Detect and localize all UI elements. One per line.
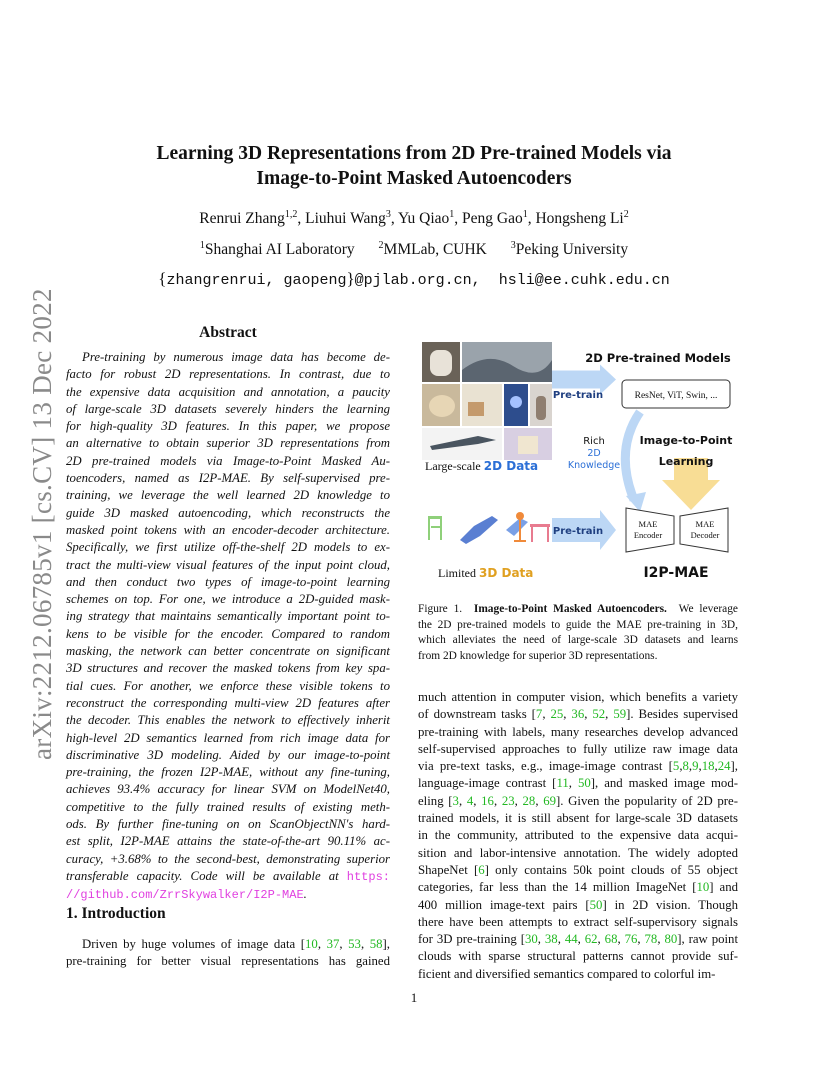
abstract-line: curacy, +3.68% to the second-best, demonstrating superior xyxy=(66,851,390,866)
author-sup: 1 xyxy=(449,208,455,220)
models-box-label: ResNet, ViT, Swin, ... xyxy=(634,391,718,401)
abstract-line: reconstruct the corresponding multi-view 2D features after xyxy=(66,695,390,710)
label-rich-2d: 2D xyxy=(587,448,601,459)
abstract-line: 3D structures and recover the masked tokens from key spa- xyxy=(66,661,390,676)
title-line-1: Learning 3D Representations from 2D Pre-trained Models via xyxy=(156,143,672,164)
curved-arrow xyxy=(625,412,640,500)
page-number: 1 xyxy=(410,990,418,1005)
abstract-line: guide 3D masked autoencoding, which reconstructs the xyxy=(66,505,390,520)
body-line: categories, far less than the 14 million ImageNet [10] and xyxy=(418,880,739,895)
author-sup: 1 xyxy=(522,208,528,220)
citation-link[interactable]: 62 xyxy=(584,932,598,947)
abstract-line: pre-training, the frozen I2P-MAE, without any fine-tuning, xyxy=(66,765,390,780)
citation-link[interactable]: 10 xyxy=(696,880,710,895)
body-line: self-supervised approaches to fully utilize raw image data xyxy=(418,741,738,756)
abstract-line: masked point tokens with an encoder-decoder architecture. xyxy=(66,522,390,537)
citation-link[interactable]: 78 xyxy=(644,932,658,947)
email-list: {zhangrenrui, gaopeng}@pjlab.org.cn, hsli@ee.cuhk.edu.cn xyxy=(158,269,670,289)
abstract-line: 2D pre-trained models via Image-to-Point Masked Au- xyxy=(66,453,390,468)
label-2d-pretrained-models: 2D Pre-trained Models xyxy=(585,351,731,365)
author-list: Renrui Zhang$^{1,2}$, Liuhui Wang$^3$, Yu Qiao$^1$, Peng Gao$^1$, Hongsheng Li$^2$ xyxy=(199,208,629,227)
abstract-line: Specifically, we first utilize off-the-shelf 2D models to ex- xyxy=(66,540,390,555)
label-pretrain-top: Pre-train xyxy=(552,390,604,401)
caption-line: the 2D pre-trained models to guide the MAE pre-training in 3D, xyxy=(418,618,738,631)
abstract-line: the decoder. This enables the network to effectively inherit xyxy=(66,713,390,728)
abstract-line: toencoders, named as I2P-MAE. By self-supervised pre- xyxy=(66,471,390,486)
abstract-line: discriminative 3D modeling. Aided by our image-to-point xyxy=(66,747,390,762)
citation-link[interactable]: 50 xyxy=(589,897,603,912)
citation-link[interactable]: 28 xyxy=(522,793,536,808)
author-sup: 2 xyxy=(623,208,629,220)
body-line: much attention in computer vision, which benefits a variety xyxy=(418,690,738,704)
author-name: Yu Qiao xyxy=(398,210,450,227)
affiliation: $^3$Peking University xyxy=(510,239,629,258)
abstract-line: and then conduct two types of image-to-point learning xyxy=(66,574,390,589)
citation-link[interactable]: 9 xyxy=(692,759,699,774)
label-knowledge: Knowledge xyxy=(567,460,621,471)
citation-link[interactable]: 6 xyxy=(478,862,485,877)
abstract-line: masking, the network can better concentrate on significant xyxy=(66,644,390,659)
body-line: sition and labor-intensive annotation. The widely adopted xyxy=(418,845,738,860)
arxiv-stamp: arXiv:2212.06785v1 [cs.CV] 13 Dec 2022 xyxy=(27,288,57,760)
label-large-scale-2d-data: Large-scale 2D Data xyxy=(425,459,539,473)
citation-link[interactable]: 23 xyxy=(501,793,515,808)
abstract-line: the expensive data acquisition and annotation, a paucity xyxy=(66,384,390,399)
figure-1 xyxy=(418,340,748,590)
abstract-line: an alternative to obtain superior 3D representations from xyxy=(66,436,390,451)
section-heading-introduction: 1. Introduction xyxy=(66,905,166,922)
affiliation: $^2$MMLab, CUHK xyxy=(378,239,487,258)
citation-link[interactable]: 4 xyxy=(466,793,474,808)
abstract-line: achieves 93.4% accuracy for linear SVM on ModelNet40, xyxy=(66,782,390,797)
abstract-heading: Abstract xyxy=(199,324,257,341)
paper-title xyxy=(0,141,828,191)
citation-link[interactable]: 37 xyxy=(326,937,340,951)
abstract-line: ods. By further fine-tuning on on ScanObjectNN's hard- xyxy=(66,817,390,832)
citation-link[interactable]: 36 xyxy=(571,707,585,722)
citation-link[interactable]: 7 xyxy=(535,707,543,722)
mae-decoder-mae: MAE xyxy=(695,519,715,529)
email-domain: @pjlab.org.cn, xyxy=(354,272,481,289)
figure-caption xyxy=(418,602,738,664)
body-line: via pre-text tasks, e.g., image-image contrast [5,8,9,18,24], xyxy=(418,759,738,774)
right-column-text xyxy=(418,689,738,983)
citation-link[interactable]: 44 xyxy=(564,932,578,947)
abstract-line: est split, I2P-MAE attains the state-of-the-art 90.11% ac- xyxy=(66,834,390,849)
body-line: trained models, it is still absent for large-scale 3D datasets xyxy=(418,811,738,826)
citation-link[interactable]: 58 xyxy=(369,937,383,951)
title-line-2: Image-to-Point Masked Autoencoders xyxy=(256,168,572,189)
citation-link[interactable]: 76 xyxy=(624,932,638,947)
label-rich: Rich xyxy=(583,436,605,447)
citation-link[interactable]: 16 xyxy=(481,793,494,808)
body-line: of downstream tasks [7, 25, 36, 52, 59]. Besides supervised xyxy=(418,707,739,722)
citation-link[interactable]: 11 xyxy=(556,776,569,791)
citation-link[interactable]: 59 xyxy=(613,707,627,722)
body-line: eling [3, 4, 16, 23, 28, 69]. Given the popularity of 2D pre- xyxy=(418,793,738,808)
code-link[interactable]: //github.com/ZrrSkywalker/I2P-MAE xyxy=(66,888,304,903)
body-line: ShapeNet [6] only contains 50k point clouds of 55 object xyxy=(418,862,738,877)
abstract-line: //github.com/ZrrSkywalker/I2P-MAE. xyxy=(66,887,307,903)
intro-line: pre-training for better visual representations has gained xyxy=(66,954,390,969)
citation-link[interactable]: 50 xyxy=(577,776,591,791)
body-line: ficient and diversified semantics compared to colorful im- xyxy=(418,966,716,981)
author-sup: 3 xyxy=(385,208,391,220)
citation-link[interactable]: 53 xyxy=(348,937,361,951)
abstract-line: schemes on top. For one, we introduce a 2D-guided mask- xyxy=(66,592,390,607)
citation-link[interactable]: 68 xyxy=(604,932,618,947)
affiliation-list xyxy=(0,241,828,259)
abstract-line: training, we leverage the well learned 2D knowledge to xyxy=(66,488,390,503)
intro-text xyxy=(66,936,390,971)
citation-link[interactable]: 10 xyxy=(305,937,318,951)
label-pretrain-bottom: Pre-train xyxy=(552,526,604,537)
mae-encoder-mae: MAE xyxy=(638,519,658,529)
body-line: clouds with sparse structural patterns cannot provide suf- xyxy=(418,949,738,964)
body-line: pre-training with labels, many researches develop advanced xyxy=(418,724,738,739)
label-i2p-mae: I2P-MAE xyxy=(643,565,709,581)
citation-link[interactable]: 69 xyxy=(543,793,556,808)
abstract-line: tial cues. For another, we enforce these visible tokens to xyxy=(66,678,390,693)
email-group: zhangrenrui, gaopeng xyxy=(166,272,347,289)
abstract-line: tract the multi-view visual features of the input point cloud, xyxy=(66,557,390,572)
caption-line: which alleviates the need of large-scale 3D datasets and learns xyxy=(418,634,738,646)
caption-line: Figure 1. Image-to-Point Masked Autoencoders. We leverage xyxy=(418,603,738,615)
citation-link[interactable]: 18 xyxy=(701,759,715,774)
abstract-line: high-level 2D semantics learned from rich image data for xyxy=(66,730,390,745)
image-thumbnails xyxy=(422,342,552,460)
abstract-line: Pre-training by numerous image data has become de- xyxy=(82,350,390,364)
mae-encoder-label: Encoder xyxy=(633,530,663,540)
label-i2p-learning-1: Image-to-Point xyxy=(639,434,733,447)
email-second: hsli@ee.cuhk.edu.cn xyxy=(498,272,670,289)
author-name: Hongsheng Li xyxy=(535,210,624,227)
body-line: 400 million image-text pairs [50] in 2D vision. Though xyxy=(418,897,738,912)
abstract-line: facto for robust 2D representations. In contrast, due to xyxy=(66,367,390,382)
body-line: in the community, attributed to the expensive data acqui- xyxy=(418,828,738,843)
abstract-line: of large-scale 3D datasets severely hinders the learning xyxy=(66,401,390,416)
author-name: Renrui Zhang xyxy=(199,210,285,227)
label-limited-3d-data: Limited 3D Data xyxy=(438,566,534,580)
citation-link[interactable]: 80 xyxy=(664,932,678,947)
citation-link[interactable]: 52 xyxy=(592,707,606,722)
abstract-line: ing strategy that maintains semantically important point to- xyxy=(66,609,390,624)
citation-link[interactable]: 3 xyxy=(452,793,459,808)
abstract-body xyxy=(66,349,390,905)
abstract-line: kens to be visible for the encoder. Compared to random xyxy=(66,626,390,641)
abstract-line: competitive to the fully trained results of existing meth- xyxy=(66,799,390,814)
pointcloud-objects xyxy=(428,512,550,544)
abstract-line: transferable capacity. Code will be available at https: xyxy=(66,868,390,884)
label-i2p-learning-2: Learning xyxy=(658,455,714,468)
citation-link[interactable]: 24 xyxy=(717,759,731,774)
caption-line: from 2D knowledge for superior 3D representations. xyxy=(418,649,658,662)
citation-link[interactable]: 38 xyxy=(544,932,558,947)
body-line: there have been attempts to extract self-supervisory signals xyxy=(418,914,738,929)
caption-bold: Image-to-Point Masked Autoencoders. xyxy=(473,603,667,615)
mae-decoder-label: Decoder xyxy=(690,530,720,540)
intro-line: Driven by huge volumes of image data [10, 37, 53, 58], xyxy=(82,937,390,951)
body-line: language-image contrast [11, 50], and masked image mod- xyxy=(418,776,738,791)
author-name: Peng Gao xyxy=(462,210,523,227)
abstract-line: for high-quality 3D features. In this paper, we propose xyxy=(66,419,390,434)
citation-link[interactable]: 8 xyxy=(682,759,689,774)
citation-link[interactable]: 5 xyxy=(672,759,680,774)
citation-link[interactable]: 30 xyxy=(524,932,538,947)
affiliation: $^1$Shanghai AI Laboratory xyxy=(199,239,355,258)
body-line: for 3D pre-training [30, 38, 44, 62, 68, 76, 78, 80], raw point xyxy=(418,932,739,947)
author-name: Liuhui Wang xyxy=(305,210,386,227)
author-sup: 1,2 xyxy=(284,208,298,220)
citation-link[interactable]: 25 xyxy=(550,707,564,722)
code-link[interactable]: https: xyxy=(346,869,390,884)
